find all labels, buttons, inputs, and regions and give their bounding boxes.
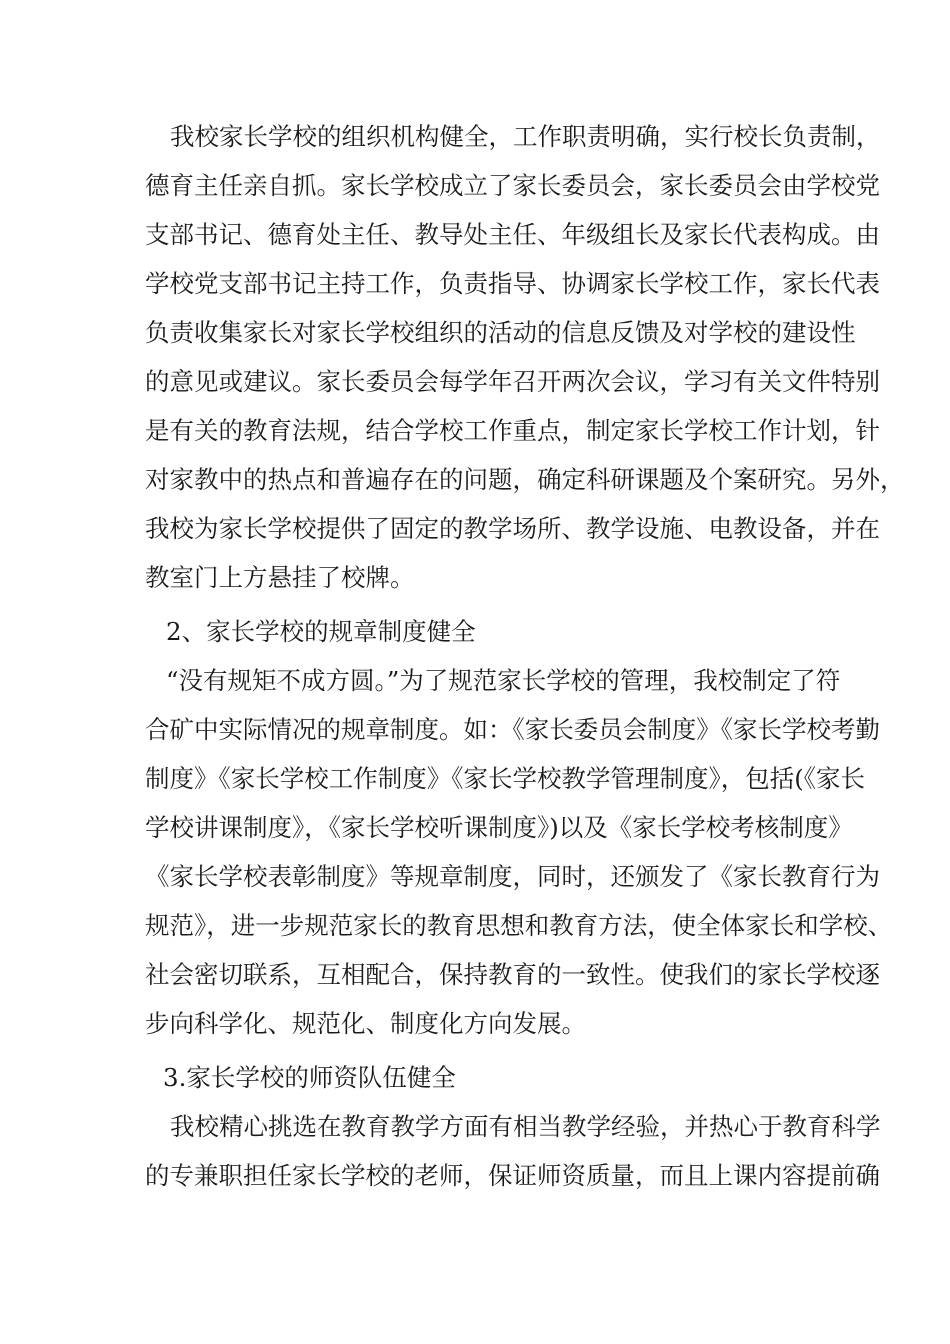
- section-heading-3: 3.家长学校的师资队伍健全: [163, 1063, 456, 1092]
- paragraph-1-line-3: 支部书记、德育处主任、教导处主任、年级组长及家长代表构成。由: [145, 220, 880, 249]
- paragraph-1-line-4: 学校党支部书记主持工作，负责指导、协调家长学校工作，家长代表: [145, 269, 880, 298]
- paragraph-2-line-1: “没有规矩不成方圆。”为了规范家长学校的管理，我校制定了符: [166, 666, 841, 695]
- paragraph-2-line-6: 规范》，进一步规范家长的教育思想和教育方法，使全体家长和学校、: [145, 911, 893, 940]
- paragraph-3-line-2: 的专兼职担任家长学校的老师，保证师资质量，而且上课内容提前确: [145, 1161, 880, 1190]
- paragraph-1-line-7: 是有关的教育法规，结合学校工作重点，制定家长学校工作计划，针: [145, 416, 880, 445]
- section-heading-2: 2、家长学校的规章制度健全: [166, 617, 476, 646]
- paragraph-1-line-8: 对家教中的热点和普遍存在的问题，确定科研课题及个案研究。另外，: [145, 465, 905, 494]
- paragraph-2-line-8: 步向科学化、规范化、制度化方向发展。: [145, 1009, 586, 1038]
- paragraph-1-line-9: 我校为家长学校提供了固定的教学场所、教学设施、电教设备，并在: [145, 514, 880, 543]
- paragraph-2-line-2: 合矿中实际情况的规章制度。如：《家长委员会制度》《家长学校考勤: [145, 715, 880, 744]
- paragraph-2-line-7: 社会密切联系，互相配合，保持教育的一致性。使我们的家长学校逐: [145, 960, 880, 989]
- paragraph-1-line-10: 教室门上方悬挂了校牌。: [145, 563, 415, 592]
- paragraph-3-line-1: 我校精心挑选在教育教学方面有相当教学经验，并热心于教育科学: [170, 1112, 881, 1141]
- paragraph-1-line-2: 德育主任亲自抓。家长学校成立了家长委员会，家长委员会由学校党: [145, 171, 880, 200]
- paragraph-1-line-1: 我校家长学校的组织机构健全，工作职责明确，实行校长负责制，: [170, 122, 881, 151]
- paragraph-2-line-5: 《家长学校表彰制度》等规章制度，同时，还颁发了《家长教育行为: [145, 862, 880, 891]
- paragraph-1-line-5: 负责收集家长对家长学校组织的活动的信息反馈及对学校的建设性: [145, 318, 856, 347]
- paragraph-2-line-4: 学校讲课制度》，《家长学校听课制度》)以及《家长学校考核制度》: [145, 813, 853, 842]
- paragraph-1-line-6: 的意见或建议。家长委员会每学年召开两次会议，学习有关文件特别: [145, 367, 880, 396]
- paragraph-2-line-3: 制度》《家长学校工作制度》《家长学校教学管理制度》，包括(《家长: [145, 764, 866, 793]
